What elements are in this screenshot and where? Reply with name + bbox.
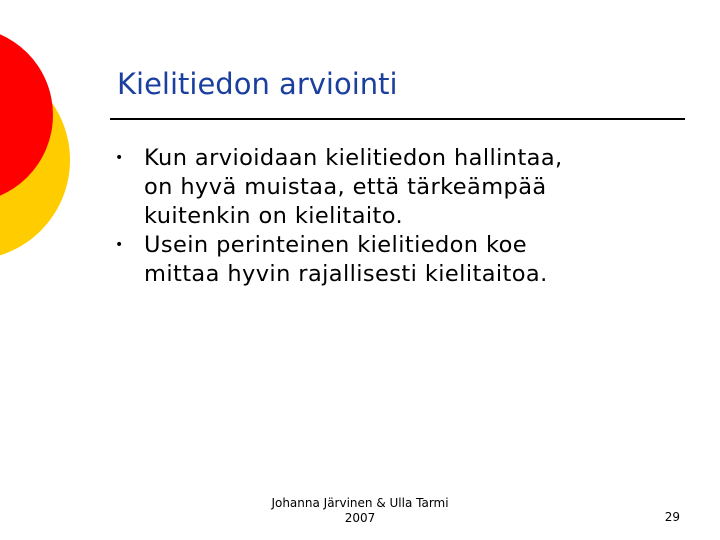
- bullet-list: [112, 144, 692, 289]
- decorative-circles: [0, 0, 80, 300]
- bullet-marker: •: [115, 237, 124, 253]
- title-divider: [110, 118, 685, 120]
- footer-author: [250, 496, 470, 526]
- footer-year: 2007: [344, 511, 376, 525]
- bullet-line: Kun arvioidaan kielitiedon hallintaa,: [144, 145, 563, 171]
- bullet-line: kuitenkin on kielitaito.: [144, 203, 404, 229]
- bullet-line: mittaa hyvin rajallisesti kielitaitoa.: [144, 261, 548, 287]
- slide-title: Kielitiedon arviointi: [117, 67, 398, 101]
- bullet-item: [112, 231, 692, 289]
- bullet-marker: •: [115, 150, 124, 166]
- bullet-line: Usein perinteinen kielitiedon koe: [144, 232, 528, 258]
- bullet-line: on hyvä muistaa, että tärkeämpää: [144, 174, 547, 200]
- bullet-item: [112, 144, 692, 231]
- page-number: 29: [664, 510, 680, 524]
- footer-author-names: Johanna Järvinen & Ulla Tarmi: [271, 496, 449, 510]
